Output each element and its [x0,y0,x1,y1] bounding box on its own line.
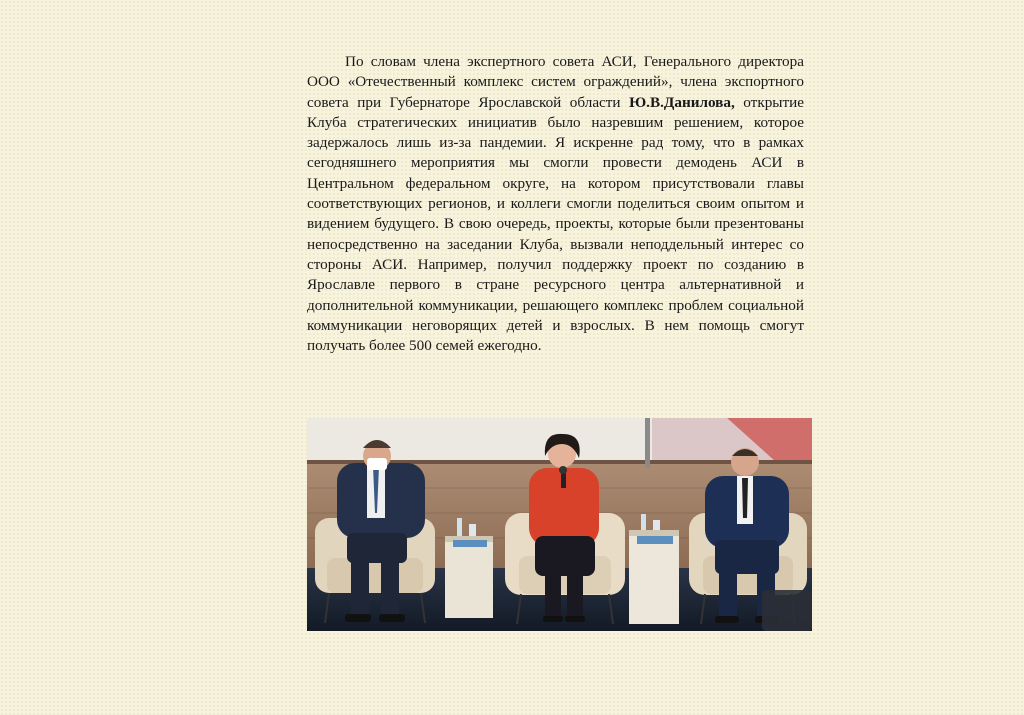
panel-discussion-image [307,418,812,631]
projection-screen [307,418,652,460]
article-paragraph [307,52,804,356]
article-text-after: открытие Клуба стратегических инициатив было назревшим решением, которое задержалось лишь из-за пандемии. Я искренне рад тому, что в рамках сегодняшнего мероприятия мы смогли провести демодень АСИ в Центральном федеральном округе, на котором присутствовали главы соответствующих регионов, и коллеги смогли поделиться своим опытом и видением будущего. В свою очередь, проекты, которые были презентованы непосредственно на заседании Клуба, вызвали неподдельный интерес со стороны АСИ. Например, получил поддержку проект по созданию в Ярославле первого в стране ресурсного центра альтернативной и дополнительной коммуникации, решающего комплекс проблем социальной коммуникации неговорящих детей и взрослых. В нем помощь смогут получать более 500 семей ежегодно. [307,93,804,355]
speaker-name: Ю.В.Данилова, [629,93,735,111]
camera-silhouette [762,590,812,631]
right-side-table [629,514,679,624]
event-photo [307,418,812,631]
article-text-before: По словам члена экспертного совета АСИ, Генерального директора ООО «Отечественный комплекс систем ограждений», члена экспортного совета при Губернаторе Ярославской области [307,53,804,111]
